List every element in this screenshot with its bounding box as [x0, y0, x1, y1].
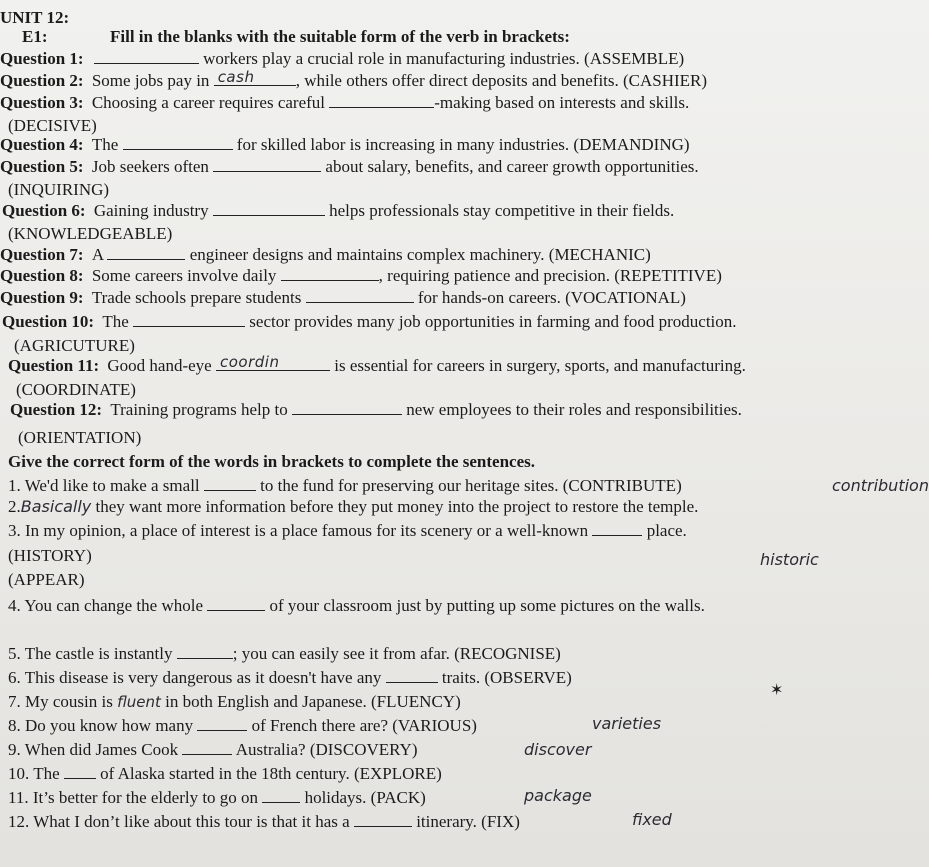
- answer-blank[interactable]: [182, 740, 232, 755]
- answer-blank[interactable]: [292, 400, 402, 415]
- answer-blank[interactable]: [386, 668, 438, 683]
- handwritten-note: contribution: [832, 476, 929, 495]
- s2-item-1: 1. We'd like to make a small to the fund for preserving our heritage sites. (CONTRIBUTE): [8, 476, 682, 495]
- question-5: Question 5: Job seekers often about salary, benefits, and career growth opportunities.: [0, 157, 699, 176]
- s2-item-9: 9. When did James Cook Australia? (DISCOVERY): [8, 740, 418, 759]
- question-10: Question 10: The sector provides many job opportunities in farming and food production.: [2, 312, 737, 331]
- question-6: Question 6: Gaining industry helps professionals stay competitive in their fields.: [2, 201, 675, 220]
- answer-blank[interactable]: [329, 93, 434, 108]
- handwritten-answer: cash: [217, 68, 255, 86]
- answer-blank[interactable]: [213, 157, 321, 172]
- question-4: Question 4: The for skilled labor is increasing in many industries. (DEMANDING): [0, 135, 690, 154]
- answer-blank[interactable]: [207, 596, 265, 611]
- s2-item-3-hint-2: (APPEAR): [8, 570, 85, 589]
- s2-item-7: 7. My cousin is fluent in both English and Japanese. (FLUENCY): [8, 692, 461, 711]
- question-11-hint: (COORDINATE): [16, 380, 136, 399]
- answer-blank[interactable]: [306, 288, 414, 303]
- answer-blank[interactable]: [204, 476, 256, 491]
- answer-blank[interactable]: [107, 245, 185, 260]
- section2-instruction: Give the correct form of the words in brackets to complete the sentences.: [8, 452, 536, 471]
- answer-blank[interactable]: [177, 644, 233, 659]
- exercise-label: E1:: [22, 27, 48, 46]
- answer-blank[interactable]: [133, 312, 245, 327]
- answer-blank[interactable]: [281, 266, 379, 281]
- s2-item-11: 11. It’s better for the elderly to go on holidays. (PACK): [8, 788, 426, 807]
- answer-blank[interactable]: [214, 68, 296, 86]
- answer-blank[interactable]: [354, 812, 412, 827]
- answer-blank[interactable]: [213, 201, 325, 216]
- s2-item-5: 5. The castle is instantly ; you can easily see it from afar. (RECOGNISE): [8, 644, 561, 663]
- answer-blank[interactable]: [197, 716, 247, 731]
- question-6-hint: (KNOWLEDGEABLE): [8, 224, 173, 243]
- handwritten-answer: fluent: [117, 693, 161, 711]
- question-11: Question 11: Good hand-eye coordin is essential for careers in surgery, sports, and manufacturing.: [8, 353, 746, 375]
- s2-item-2: 2.Basically they want more information before they put money into the project to restore the temple.: [8, 497, 699, 516]
- handwritten-note: varieties: [592, 714, 662, 733]
- handwritten-note: historic: [760, 550, 819, 569]
- s2-item-10: 10. The of Alaska started in the 18th century. (EXPLORE): [8, 764, 442, 783]
- answer-blank[interactable]: [64, 764, 96, 779]
- question-5-hint: (INQUIRING): [8, 180, 110, 199]
- exercise-instruction: Fill in the blanks with the suitable form of the verb in brackets:: [110, 27, 570, 46]
- s2-item-6: 6. This disease is very dangerous as it doesn't have any traits. (OBSERVE): [8, 668, 572, 687]
- s2-item-3: 3. In my opinion, a place of interest is a place famous for its scenery or a well-known place.: [8, 521, 687, 540]
- question-10-hint: (AGRICUTURE): [14, 336, 135, 355]
- question-2: Question 2: Some jobs pay in cash , while others offer direct deposits and benefits. (CASHIER): [0, 68, 708, 90]
- answer-blank[interactable]: [123, 135, 233, 150]
- question-8: Question 8: Some careers involve daily , requiring patience and precision. (REPETITIVE): [0, 266, 722, 285]
- question-7: Question 7: A engineer designs and maintains complex machinery. (MECHANIC): [0, 245, 651, 264]
- handwritten-answer: Basically: [20, 497, 92, 516]
- handwritten-note: discover: [524, 740, 592, 759]
- answer-blank[interactable]: [216, 353, 330, 371]
- question-12: Question 12: Training programs help to new employees to their roles and responsibilities.: [10, 400, 742, 419]
- star-mark: ✶: [770, 680, 784, 699]
- handwritten-answer: coordin: [219, 353, 280, 371]
- question-9: Question 9: Trade schools prepare students for hands-on careers. (VOCATIONAL): [0, 288, 686, 307]
- question-3: Question 3: Choosing a career requires careful -making based on interests and skills.: [0, 93, 690, 112]
- answer-blank[interactable]: [592, 521, 642, 536]
- s2-item-12: 12. What I don’t like about this tour is that it has a itinerary. (FIX): [8, 812, 520, 831]
- question-12-hint: (ORIENTATION): [18, 428, 142, 447]
- unit-title: UNIT 12:: [0, 8, 70, 27]
- handwritten-note: package: [524, 786, 592, 805]
- question-3-hint: (DECISIVE): [8, 116, 97, 135]
- s2-item-4: 4. You can change the whole of your classroom just by putting up some pictures on the walls.: [8, 596, 705, 615]
- answer-blank[interactable]: [94, 49, 199, 64]
- handwritten-note: fixed: [632, 810, 672, 829]
- question-1: Question 1: workers play a crucial role in manufacturing industries. (ASSEMBLE): [0, 49, 685, 68]
- s2-item-3-hint: (HISTORY): [8, 546, 92, 565]
- answer-blank[interactable]: [262, 788, 300, 803]
- s2-item-8: 8. Do you know how many of French there are? (VARIOUS): [8, 716, 477, 735]
